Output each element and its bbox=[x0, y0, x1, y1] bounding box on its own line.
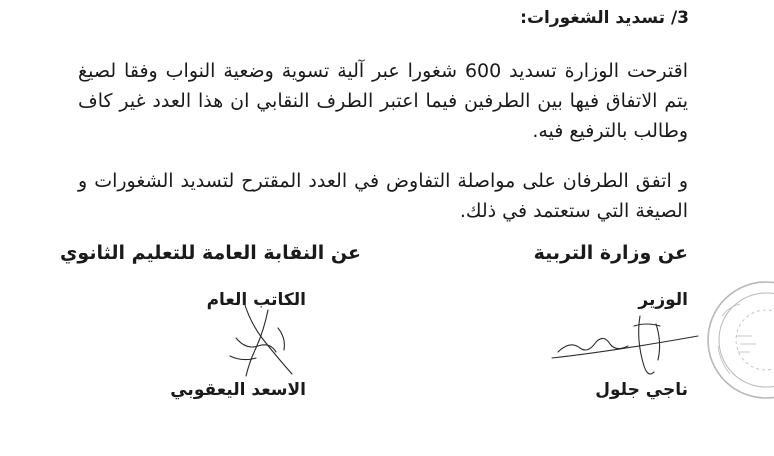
paragraph-proposal: اقترحت الوزارة تسديد 600 شغورا عبر آلية تسوية وضعية النواب وفقا لصيغ يتم الاتفاق فيها بين الطرفين فيما اعتبر الطرف النقابي ان هذا العدد غير كاف وطالب بالترفيع فيه. bbox=[78, 60, 688, 142]
union-signatory-title: الكاتب العام bbox=[206, 290, 306, 310]
union-signatory-name: الاسعد اليعقوبي bbox=[170, 380, 306, 400]
secretary-general-signature bbox=[206, 298, 316, 382]
official-seal-stamp bbox=[700, 276, 774, 416]
ministry-signatory-title: الوزير bbox=[638, 290, 688, 310]
paragraph-agreement: و اتفق الطرفان على مواصلة التفاوض في العدد المقترح لتسديد الشغورات و الصيغة التي ستعتمد في ذلك. bbox=[78, 170, 688, 222]
section-heading: 3/ تسديد الشغورات: bbox=[520, 8, 689, 28]
ministry-party-label: عن وزارة التربية bbox=[533, 242, 688, 264]
ministry-signatory-name: ناجي جلول bbox=[595, 380, 688, 400]
union-party-label: عن النقابة العامة للتعليم الثانوي bbox=[60, 242, 361, 264]
